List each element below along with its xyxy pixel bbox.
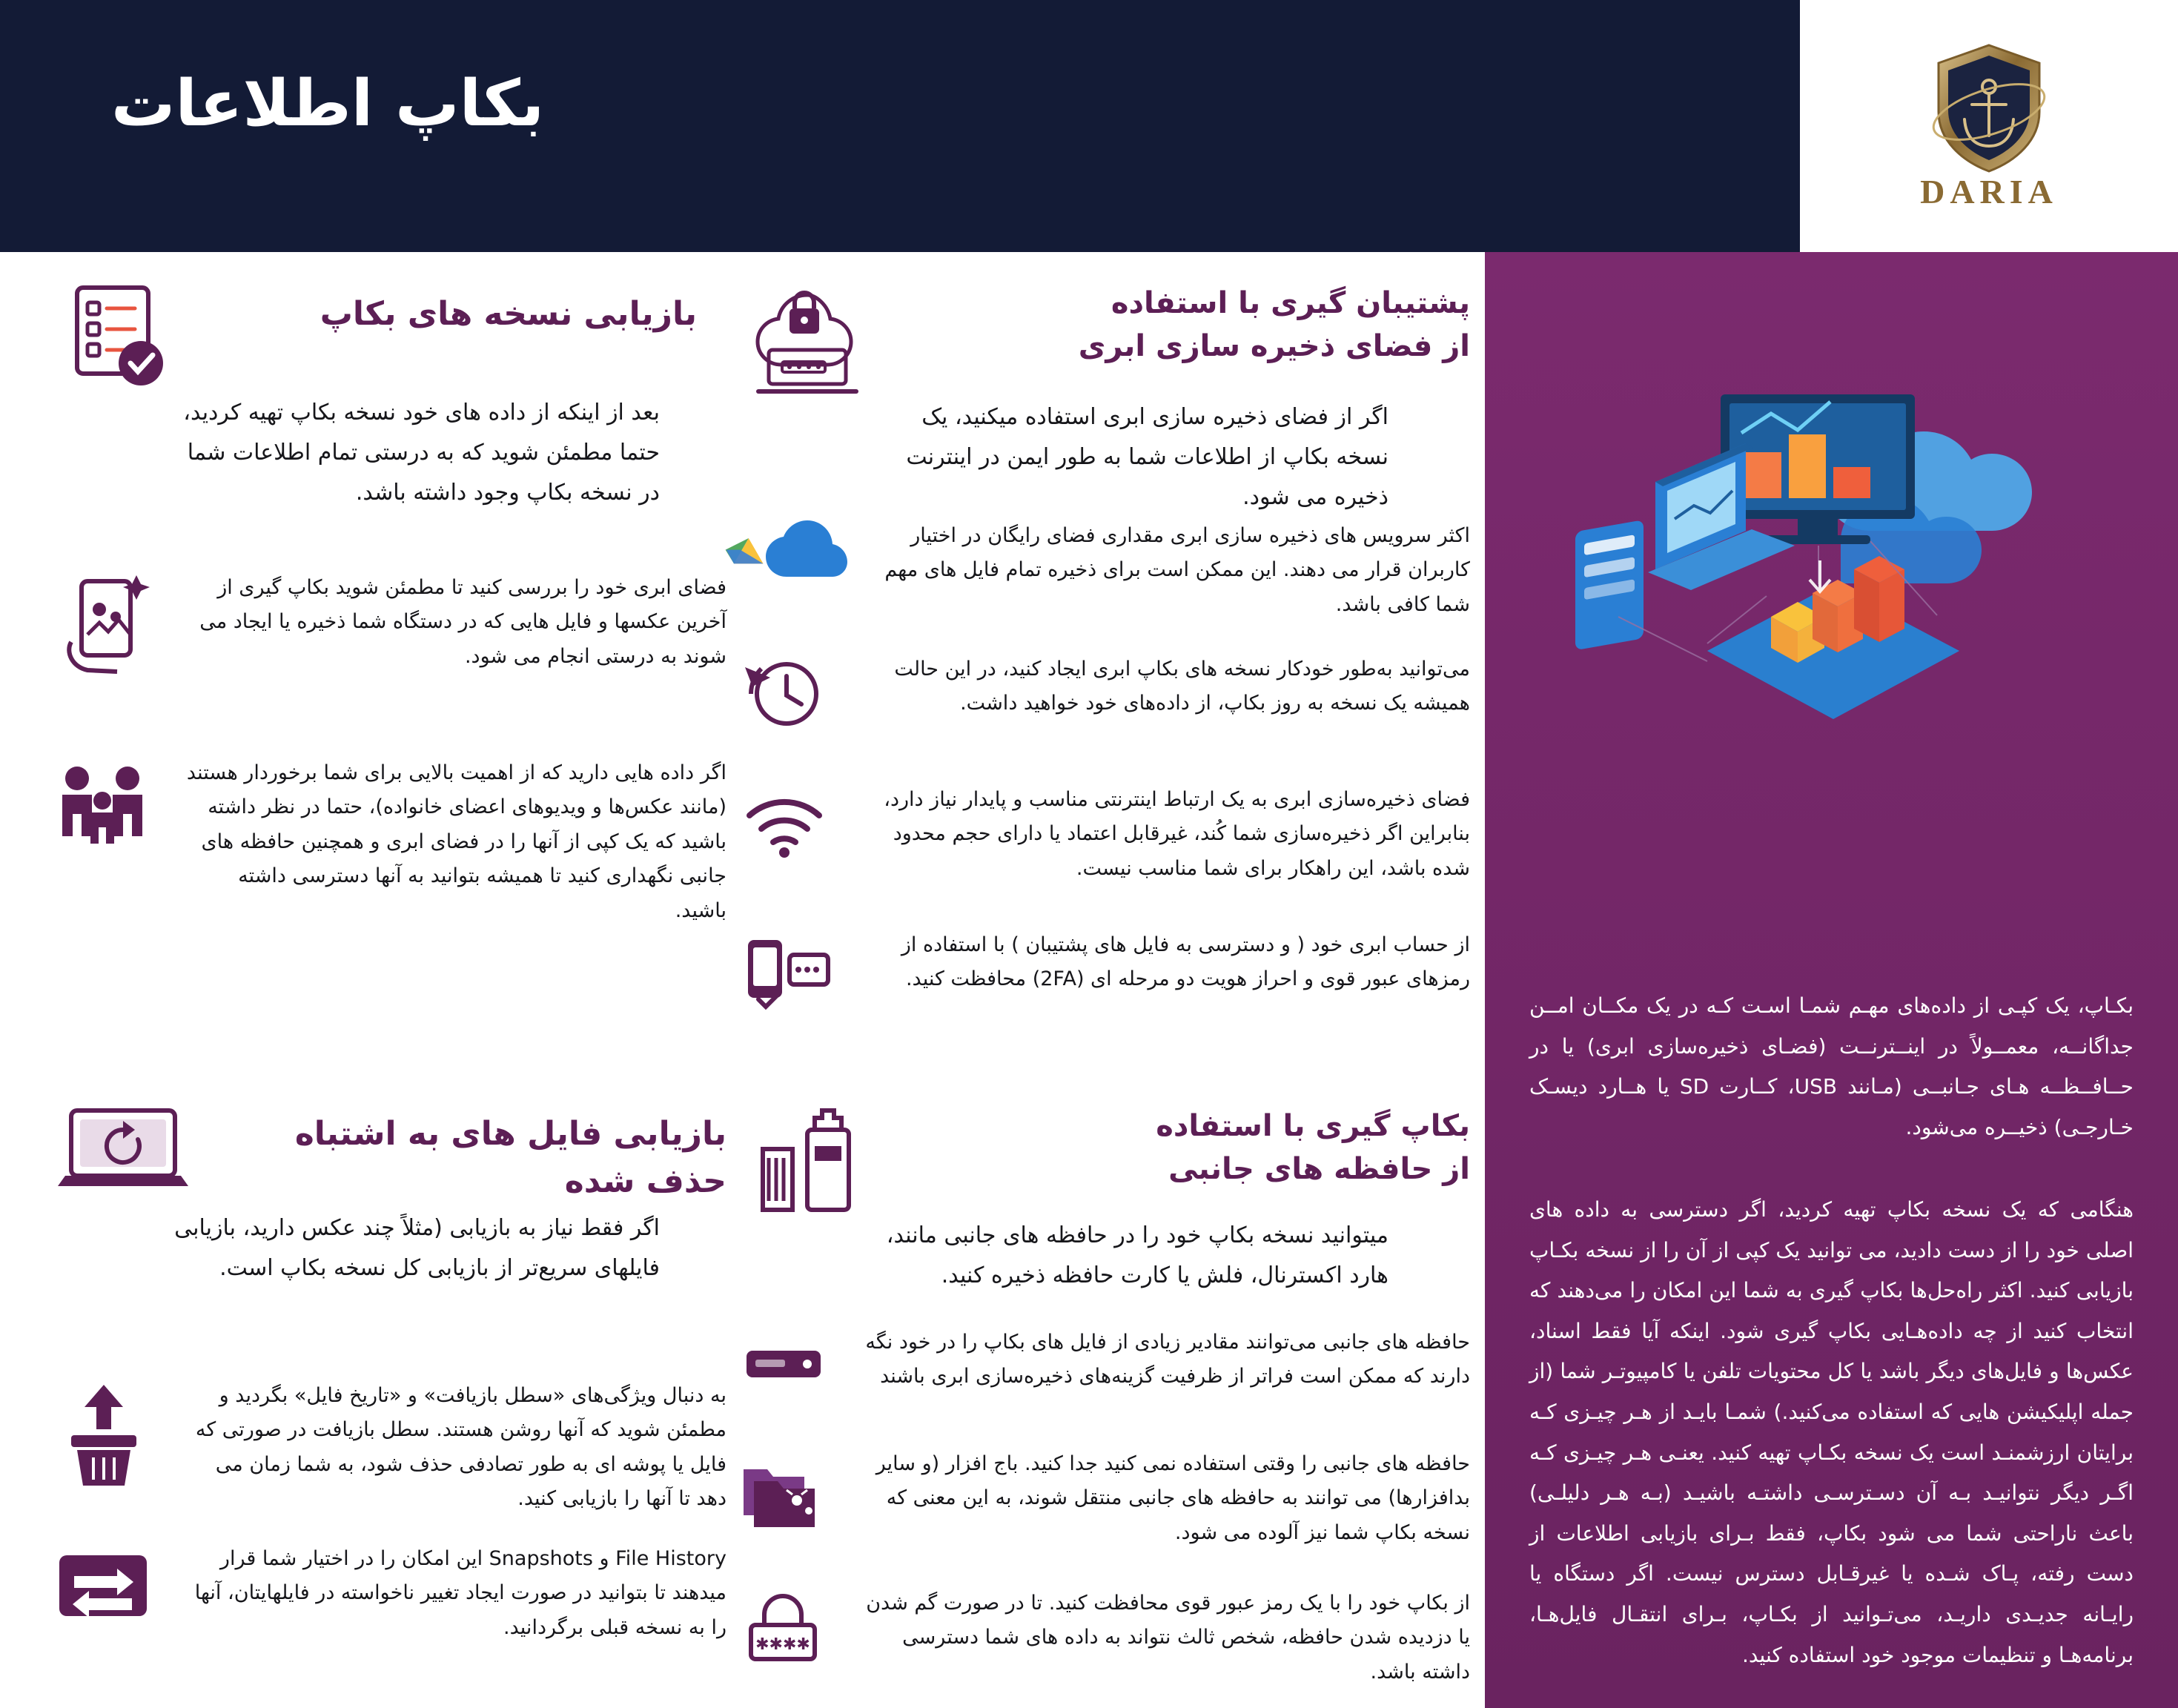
restore-item-family-copies-text: اگر داده هایی دارید که از اهمیت بالایی برای شما برخوردار هستند (مانند عکس‌ها و ویدیوهای اعضای خانواده)، حتما در نظر داشته باشید که یک کپی از آنها را در فضای ابری و همچنین حافظه های جانبی نگهداری کنید تا همیشه بتوانید به آنها دسترسی داشته باشید. — [186, 761, 726, 922]
sync-arrows-icon — [44, 1542, 163, 1631]
cloud-item-auto-backup-text: می‌توانید به‌طور خودکار نسخه های بکاپ ابری ایجاد کنید، در این حالت همیشه یک نسخه به روز بکاپ، از داده‌های خود خواهید داشت. — [894, 658, 1470, 715]
phone-photos-hand-icon — [44, 571, 163, 675]
deleted-files-intro: اگر فقط نیاز به بازیابی (مثلاً چند عکس دارید، بازیابی فایلهای سریع‌تر از بازیابی کل نسخه بکاپ است. — [174, 1215, 660, 1281]
external-storage-intro: میتوانید نسخه بکاپ خود را در حافظه های جانبی مانند، هارد اکسترنال، فلش یا کارت حافظه ذخیره کنید. — [886, 1222, 1388, 1288]
checklist-check-icon — [44, 274, 185, 400]
page-header — [0, 0, 2178, 252]
cloud-backup-title-line1: پشتیبان گیری با استفاده — [1110, 286, 1470, 320]
recycle-bin-restore-icon — [44, 1379, 163, 1490]
restore-backups-intro: بعد از اینکه از داده های خود نسخه بکاپ تهیه کردید، حتما مطمئن شوید که به درستی تمام اطلاعات شما در نسخه بکاپ وجود داشته باشد. — [183, 400, 660, 506]
external-storage-title-line2: از حافظه های جانبی — [1168, 1152, 1470, 1186]
restore-backups-section-header — [44, 274, 697, 400]
right-column — [0, 252, 1409, 1708]
deleted-files-title: بازیابی فایل های به اشتباه حذف شده — [294, 1115, 726, 1200]
deleted-item-recycle-bin-text: به دنبال ویژگی‌های «سطل بازیافت» و «تاریخ فایل» بگردید و مطمئن شوید که آنها روشن هستند. سطل بازیافت در صورتی که فایل یا پوشه ای به طور تصادفی حذف شود، به شما زمان می دهد تا آنها را بازیابی کنید. — [195, 1384, 726, 1511]
deleted-item-file-history — [44, 1542, 726, 1645]
shield-anchor-logo-icon — [1926, 41, 2052, 178]
restore-item-family-copies — [44, 756, 726, 928]
deleted-files-section-header — [44, 1097, 726, 1205]
cloud-backup-intro: اگر از فضای ذخیره سازی ابری استفاده میکنید، یک نسخه بکاپ از اطلاعات شما به طور ایمن در اینترنت ذخیره می شود. — [906, 404, 1388, 510]
laptop-restore-icon — [44, 1097, 200, 1201]
intro-paragraph-2: هنگامی که یک نسخه بکاپ تهیه کردید، اگر دسترسی به داده های اصلی خود را از دست دادید، می توانید یک کپی از آن را از نسخه بکـاپ بازیابی کنید. اکثر راه‌حل‌ها بکاپ گیری به شما این امکان را می‌دهند که انتخاب کنید از چه داده‌هـایی بکاپ گیری شود. اینکه آیا فقط اسناد، عکس‌ها و فایل‌های دیگر باشد یا کل محتویات تلفن یا کامپیوتـر شما (از جمله اپلیکیشن هایی که استفاده می‌کنید.) شمـا بایـد از هـر چیـزی کـه برایتان ارزشمنـد است یک نسخه بکـاپ تهیه کنید. یعنـی هـر چیـزی کـه اگـر دیگر نتوانیـد بـه آن دسـترسـی داشتـه باشیـد (بـه هـر دلیلـی) باعث ناراحتی شما می شود بکاپ، فقط بـرای بازیابی اطلاعات از دست رفته، پـاک شـده یا غیرقـابل دسترس نیست. اگر دستگاه یا رایـانه جدیـدی داریـد، می‌تـوانید از بکـاپ، بـرای انتقـال فایل‌هـا، برنامه‌هـا و تنظیمات موجود خود استفاده کنید. — [1529, 1197, 2134, 1667]
restore-backups-title: بازیابی نسخه های بکاپ — [320, 295, 697, 333]
cloud-backup-devices-illustration-icon — [1522, 297, 2137, 756]
family-group-icon — [44, 756, 163, 860]
external-item-password-text: از بکاپ خود را با یک رمز عبور قوی محافظت کنید. تا در صورت گم شدن یا دزدیده شدن حافظه، شخص ثالث نتواند به داده های شما دسترسی داشته باشد. — [866, 1592, 1470, 1684]
restore-item-cloud-check — [44, 571, 726, 675]
external-storage-title-line1: بکاپ گیری با استفاده — [1156, 1109, 1470, 1143]
cloud-item-free-space-text: اکثر سرویس های ذخیره سازی ابری مقداری فضای رایگان در اختیار کاربران قرار می دهند. این ممکن است برای ذخیره تمام فایل های مهم شما کافی باشد. — [884, 524, 1470, 616]
svg-text:✱✱✱✱: ✱✱✱✱ — [755, 1635, 810, 1654]
cloud-item-2fa-text: از حساب ابری خود ( و دسترسی به فایل های پشتیبان ) با استفاده از رمزهای عبور قوی و احراز هویت دو مرحله ای (2FA) محافظت کنید. — [901, 933, 1470, 991]
restore-item-cloud-check-text: فضای ابری خود را بررسی کنید تا مطمئن شوید بکاپ گیری از آخرین عکسها و فایل هایی که در دستگاه شما ذخیره یا ایجاد می شوند به درستی انجام می شود. — [199, 576, 726, 668]
deleted-item-file-history-text: File History و Snapshots این امکان را در اختیار شما قرار میدهند تا بتوانید در صورت ایجاد تغییر ناخواسته در فایلهایتان، آنها را به نسخه قبلی برگردانید. — [194, 1547, 726, 1639]
cloud-item-internet-text: فضای ذخیره‌سازی ابری به یک ارتباط اینترنتی مناسب و پایدار نیاز دارد، بنابراین اگر ذخیره‌سازی شما کُند، غیرقابل اعتماد یا دارای حجم محدود شده باشد، این راهکار برای شما مناسب نیست. — [884, 788, 1470, 880]
page-title: بکاپ اطلاعات — [111, 67, 545, 141]
external-item-capacity-text: حافظه های جانبی می‌توانند مقادیر زیادی از فایل های بکاپ را در خود نگه دارند که ممکن است فراتر از ظرفیت گزینه‌های ذخیره‌سازی ابری باشند — [865, 1331, 1470, 1388]
external-item-malware-text: حافظه های جانبی را وقتی استفاده نمی کنید جدا کنید. باج افزار (و سایر بدافزارها) می توانند به حافظه های جانبی منتقل شوند، به این معنی که نسخه بکاپ شما نیز آلوده می شود. — [875, 1452, 1470, 1544]
deleted-item-recycle-bin — [44, 1379, 726, 1517]
intro-paragraph-1: بکـاپ، یک کپـی از داده‌های مهـم شمـا اسـت کـه در یک مکــان امــن جداگانــه، معمــولاً در اینــترنــت (فضـای ذخیره‌سازی ابری) یا در حــافــظــه هـای جـانبــی (مـانند USB، کــارت SD یا هــارد دیسـک خـارجـی) ذخیــره می‌شود. — [1529, 993, 2134, 1139]
logo-wordmark: DARIA — [1920, 173, 2058, 211]
cloud-backup-title-line2: از فضای ذخیره سازی ابری — [1078, 329, 1470, 363]
logo-container — [1800, 0, 2178, 252]
intro-panel — [1485, 252, 2178, 1708]
